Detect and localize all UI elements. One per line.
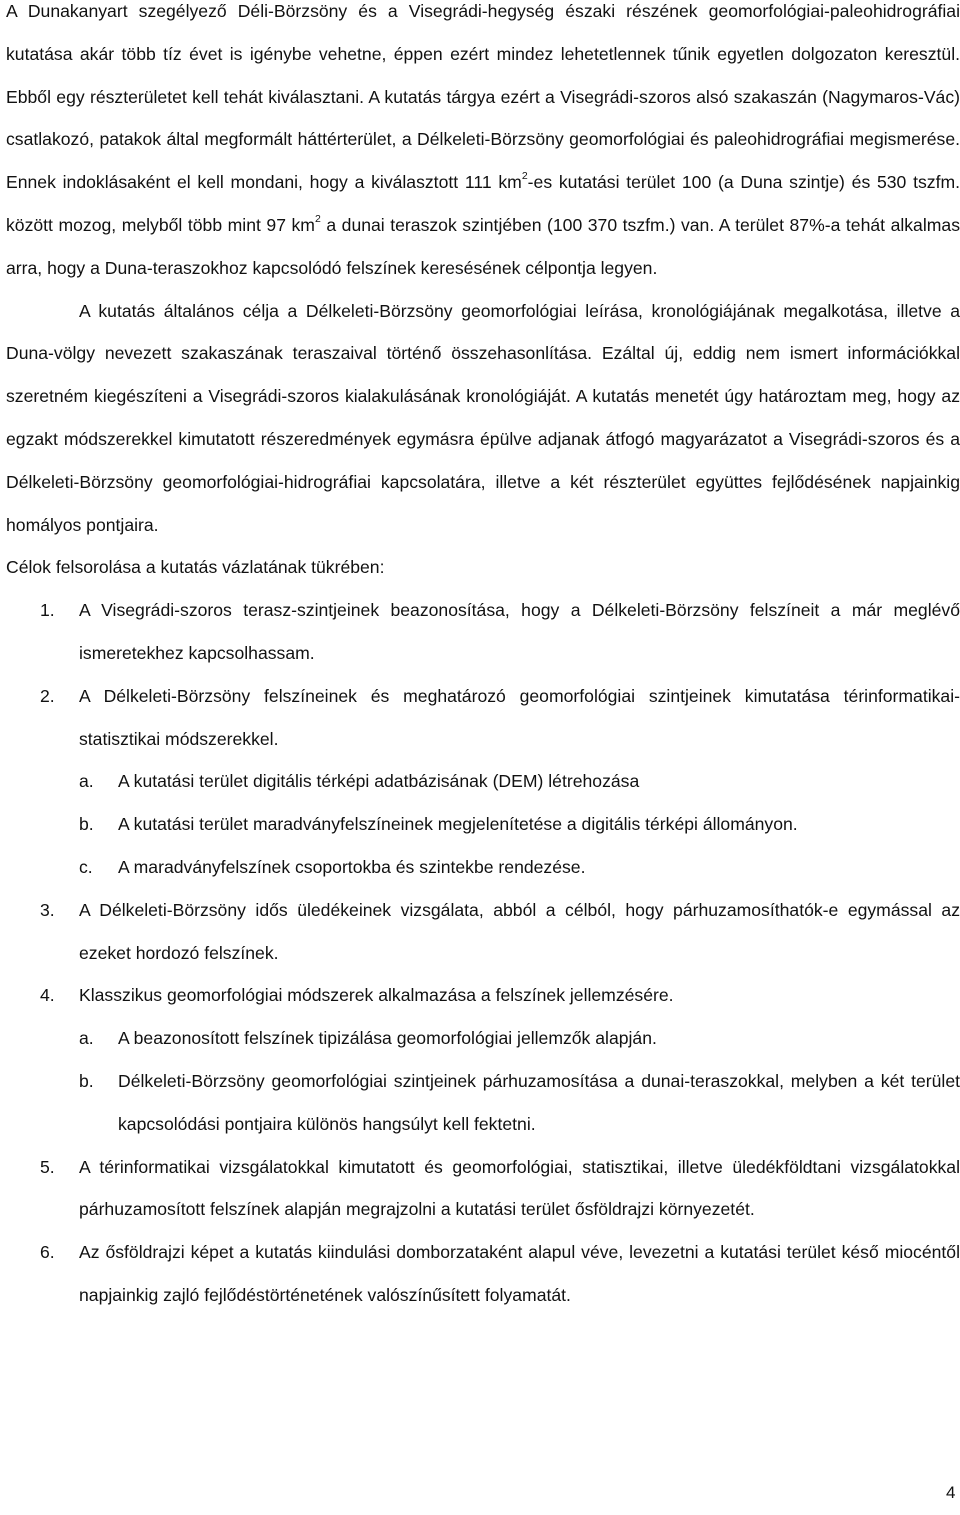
goal-subitem-marker: a. [79,1028,94,1049]
goal-text: Klasszikus geomorfológiai módszerek alkalmazása a felszínek jellemzésére. [79,985,674,1006]
intro-text-part-3: a dunai teraszok szintjében (100 370 tszfm.) van. A terület 87%-a tehát alkalmas arra, hogy a Duna-teraszokhoz kapcsolódó felszínek keresésének célpontja legyen. [6,214,960,278]
goal-marker: 6. [40,1242,55,1263]
km2-superscript-2: 2 [314,212,321,225]
goal-marker: 2. [40,685,55,706]
goal-subitem-marker: b. [79,814,94,835]
goal-marker: 3. [40,899,55,920]
goal-marker: 1. [40,600,55,621]
aims-paragraph: A kutatás általános célja a Délkeleti-Börzsöny geomorfológiai leírása, kronológiájának megalkotása, illetve a Duna-völgy nevezett szakaszának teraszaival történő összehasonlítása. Ezáltal új, eddig nem ismert információkkal szeretném kiegészíteni a Visegrádi-szoros kialakulásának kronológiáját. A kutatás menetét úgy határoztam meg, hogy az egzakt módszerekkel kimutatott részeredmények egymásra épülve adjanak átfogó magyarázatot a Visegrádi-szoros és a Délkeleti-Börzsöny geomorfológiai-hidrográfiai kapcsolatára, illetve a két részterület együttes fejlődésének napjainkig homályos pontjaira. [6,300,960,535]
goal-subitem-marker: c. [79,856,93,877]
goal-subitem [6,1060,960,1146]
goal-subitem-text: A maradványfelszínek csoportokba és szintekbe rendezése. [118,856,586,877]
goals-list [6,589,960,1317]
goal-item [6,974,960,1017]
goal-item [6,1146,960,1232]
goal-marker: 4. [40,985,55,1006]
goal-subitem-text: Délkeleti-Börzsöny geomorfológiai szintjeinek párhuzamosítása a dunai-teraszokkal, melyben a két terület kapcsolódási pontjaira különös hangsúlyt kell fektetni. [118,1070,960,1134]
goal-subitem [6,846,960,889]
goal-text: A Délkeleti-Börzsöny felszíneinek és meghatározó geomorfológiai szintjeinek kimutatása térinformatikai-statisztikai módszerekkel. [79,685,960,749]
goal-subitem-marker: a. [79,771,94,792]
goal-text: Az ősföldrajzi képet a kutatás kiindulási domborzataként alapul véve, levezetni a kutatási terület késő miocéntől napjainkig zajló fejlődéstörténetének valószínűsített folyamatát. [79,1242,960,1305]
goal-item [6,889,960,975]
goal-subitem [6,760,960,803]
intro-paragraph [6,0,960,290]
goal-text: A Délkeleti-Börzsöny idős üledékeinek vizsgálata, abból a célból, hogy párhuzamosíthatók-e egymással az ezeket hordozó felszínek. [79,899,960,963]
goal-item [6,675,960,761]
km2-superscript-1: 2 [521,170,528,183]
goal-text: A térinformatikai vizsgálatokkal kimutatott és geomorfológiai, statisztikai, illetve üledékföldtani vizsgálatokkal párhuzamosított felszínek alapján megrajzolni a kutatási terület ősföldrajzi környezetét. [79,1156,960,1220]
goal-subitem-text: A kutatási terület digitális térképi adatbázisának (DEM) létrehozása [118,771,640,792]
goal-text: A Visegrádi-szoros terasz-szintjeinek beazonosítása, hogy a Délkeleti-Börzsöny felszíneit a már meglévő ismeretekhez kapcsolhassam. [79,600,960,663]
document-page [6,0,960,1317]
goal-item [6,589,960,675]
goal-subitem-text: A beazonosított felszínek tipizálása geomorfológiai jellemzők alapján. [118,1028,657,1049]
goal-item [6,1231,960,1317]
goal-marker: 5. [40,1156,55,1177]
goal-subitem [6,1017,960,1060]
goal-subitem-text: A kutatási terület maradványfelszíneinek megjelenítetése a digitális térképi állományon. [118,814,798,835]
page-number: 4 [946,1483,956,1502]
intro-text-part-2: -es kutatási terület 100 (a Duna szintje) és 530 tszfm. között mozog, melyből több mint 97 km [6,172,960,235]
goals-list-heading: Célok felsorolása a kutatás vázlatának tükrében: [6,557,385,578]
intro-text-part-1: A Dunakanyart szegélyező Déli-Börzsöny és a Visegrádi-hegység északi részének geomorfológiai-paleohidrográfiai kutatása akár több tíz évet is igénybe vehetne, éppen ezért mindez lehetetlennek tűnik egyetlen dolgozaton keresztül. Ebből egy részterületet kell tehát kiválasztani. A kutatás tárgya ezért a Visegrádi-szoros alsó szakaszán (Nagymaros-Vác) csatlakozó, patakok által megformált háttérterület, a Délkeleti-Börzsöny geomorfológiai és paleohidrográfiai megismerése. Ennek indoklásaként el kell mondani, hogy a kiválasztott 111 km [6,1,960,193]
goal-subitem [6,803,960,846]
goal-subitem-marker: b. [79,1070,94,1091]
